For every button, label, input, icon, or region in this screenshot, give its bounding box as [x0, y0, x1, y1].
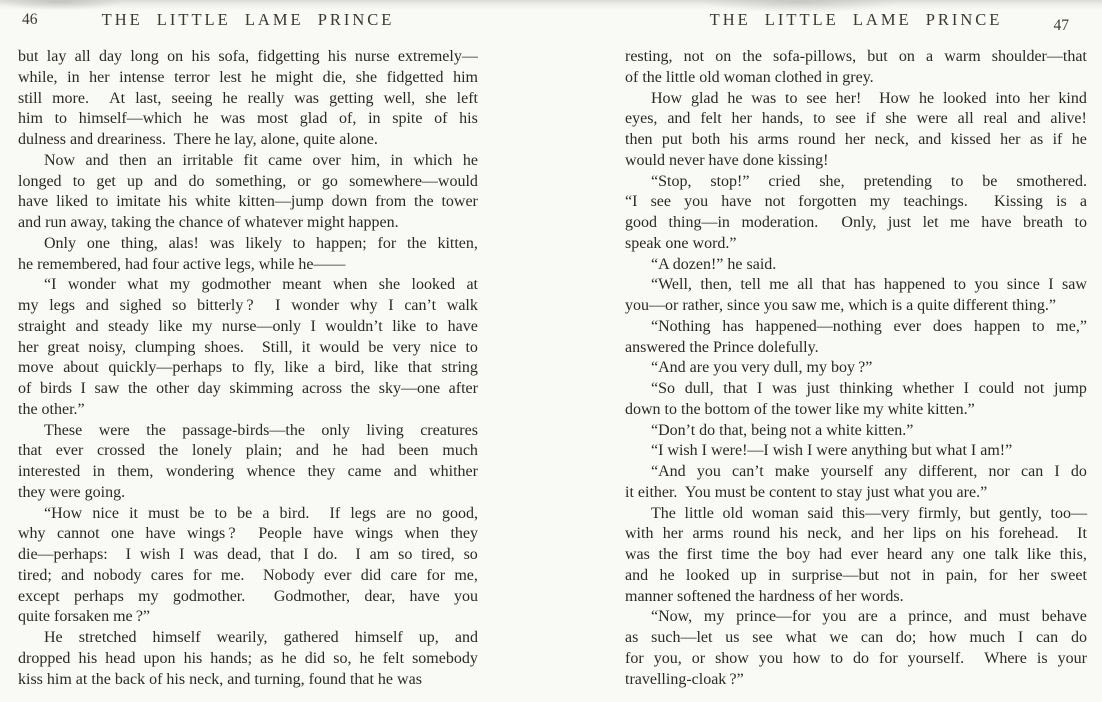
text-line: “Don’t do that, being not a white kitten.” — [651, 421, 914, 439]
text-line: “I wish I were!—I wish I were anything but what I am!” — [651, 442, 1013, 460]
text-line: dropped his head upon his hands; as he did so, he felt somebody — [18, 649, 478, 667]
text-line: her great noisy, clumping shoes. Still, it would be very nice to — [18, 338, 478, 356]
text-line: have liked to imitate his white kitten—jump down from the tower — [18, 193, 478, 211]
text-line: answered the Prince dolefully. — [625, 338, 819, 356]
page-number-right: 47 — [1053, 17, 1069, 34]
text-line: How glad he was to see her! How he looked into her kind — [651, 89, 1087, 107]
text-line: it either. You must be content to stay just what you are.” — [625, 483, 988, 501]
text-line: except perhaps my godmother. Godmother, dear, have you — [18, 587, 478, 605]
text-line: the other.” — [18, 400, 85, 418]
text-line: as such—let us see what we can do; how much I can do — [625, 629, 1087, 646]
text-line: “And are you very dull, my boy ?” — [651, 359, 873, 377]
text-line: speak one word.” — [625, 234, 737, 252]
text-line: then put both his arms round her neck, and kissed her as if he — [625, 131, 1087, 148]
text-line: “And you can’t make yourself any different, nor can I do — [651, 463, 1087, 480]
text-line: longed to get up and do something, or go somewhere—would — [18, 172, 478, 190]
text-line: move about quickly—perhaps to fly, like a bird, like that string — [18, 359, 478, 377]
text-line: while, in her intense terror lest he might die, she fidgetted him — [18, 68, 478, 86]
page-right-text — [625, 47, 1087, 690]
text-line: quite forsaken me ?” — [18, 608, 151, 626]
text-line: he remembered, had four active legs, while he—— — [18, 255, 346, 273]
text-line: “Now, my prince—for you are a prince, and must behave — [651, 608, 1087, 626]
page-left-text — [18, 47, 478, 690]
text-line: “How nice it must be to be a bird. If legs are no good, — [44, 504, 478, 522]
text-line: straight and steady like my nurse—only I wouldn’t like to have — [18, 317, 478, 335]
text-line: why cannot one have wings ? People have wings when they — [18, 525, 478, 543]
text-line: These were the passage-birds—the only living creatures — [44, 421, 478, 439]
page-right-header — [625, 10, 1087, 37]
text-line: you—or rather, since you saw me, which is a quite different thing.” — [625, 297, 1056, 314]
text-line: “Nothing has happened—nothing ever does happen to me,” — [651, 317, 1087, 335]
page-left — [18, 10, 478, 690]
text-line: they were going. — [18, 483, 126, 501]
page-left-header — [18, 10, 478, 37]
text-line: of the little old woman clothed in grey. — [625, 68, 874, 86]
text-line: “Stop, stop!” cried she, pretending to be smothered. — [651, 172, 1087, 190]
text-line: and run away, taking the chance of whatever might happen. — [18, 214, 399, 231]
text-line: “I wonder what my godmother meant when she looked at — [44, 276, 478, 294]
text-line: and he looked up in surprise—but not in pain, for her sweet — [625, 566, 1087, 584]
text-line: “So dull, that I was just thinking whether I could not jump — [651, 380, 1087, 397]
text-line: good thing—in moderation. Only, just let me have breath to — [625, 214, 1087, 231]
text-line: Only one thing, alas! was likely to happen; for the kitten, — [44, 234, 478, 252]
text-line: him to himself—which he was most glad of, in spite of his — [18, 110, 478, 128]
text-line: tired; and nobody cares for me. Nobody ever did care for me, — [18, 566, 478, 584]
page-number-left: 46 — [22, 11, 38, 28]
text-line: manner softened the hardness of her words. — [625, 587, 904, 605]
text-line: that ever crossed the lonely plain; and he had been much — [18, 442, 478, 460]
text-line: my legs and sighed so bitterly ? I wonder why I can’t walk — [18, 297, 478, 314]
text-line: would never have done kissing! — [625, 151, 829, 169]
text-line: of birds I saw the other day skimming across the sky—one after — [18, 380, 478, 397]
text-line: down to the bottom of the tower like my white kitten.” — [625, 400, 975, 418]
page-right — [625, 10, 1087, 690]
text-line: kiss him at the back of his neck, and turning, found that he was — [18, 670, 422, 688]
running-head-left: THE LITTLE LAME PRINCE — [101, 10, 395, 29]
text-line: “Well, then, tell me all that has happened to you since I saw — [651, 276, 1087, 294]
text-line: die—perhaps: I wish I was dead, that I do. I am so tired, so — [18, 546, 478, 563]
text-line: He stretched himself wearily, gathered himself up, and — [44, 629, 478, 646]
text-line: travelling-cloak ?” — [625, 670, 744, 688]
text-line: was the first time the boy had ever heard any one talk like this, — [625, 546, 1087, 563]
running-head-right: THE LITTLE LAME PRINCE — [709, 10, 1003, 29]
text-line: interested in them, wondering whence they came and whither — [18, 463, 478, 480]
text-line: “A dozen!” he said. — [651, 255, 777, 273]
text-line: Now and then an irritable fit came over him, in which he — [44, 151, 478, 169]
text-line: The little old woman said this—very firmly, but gently, too— — [651, 504, 1087, 522]
text-line: still more. At last, seeing he really was getting well, she left — [18, 89, 478, 107]
text-line: with her arms round his neck, and her lips on his forehead. It — [625, 525, 1087, 543]
text-line: for you, or show you how to do for yourself. Where is your — [625, 649, 1087, 667]
text-line: resting, not on the sofa-pillows, but on a warm shoulder—that — [625, 48, 1087, 65]
text-line: but lay all day long on his sofa, fidgetting his nurse extremely— — [18, 48, 478, 65]
text-line: “I see you have not forgotten my teachings. Kissing is a — [625, 193, 1087, 211]
text-line: eyes, and felt her hands, to see if she were all real and alive! — [625, 110, 1087, 128]
text-line: dulness and dreariness. There he lay, alone, quite alone. — [18, 131, 378, 148]
